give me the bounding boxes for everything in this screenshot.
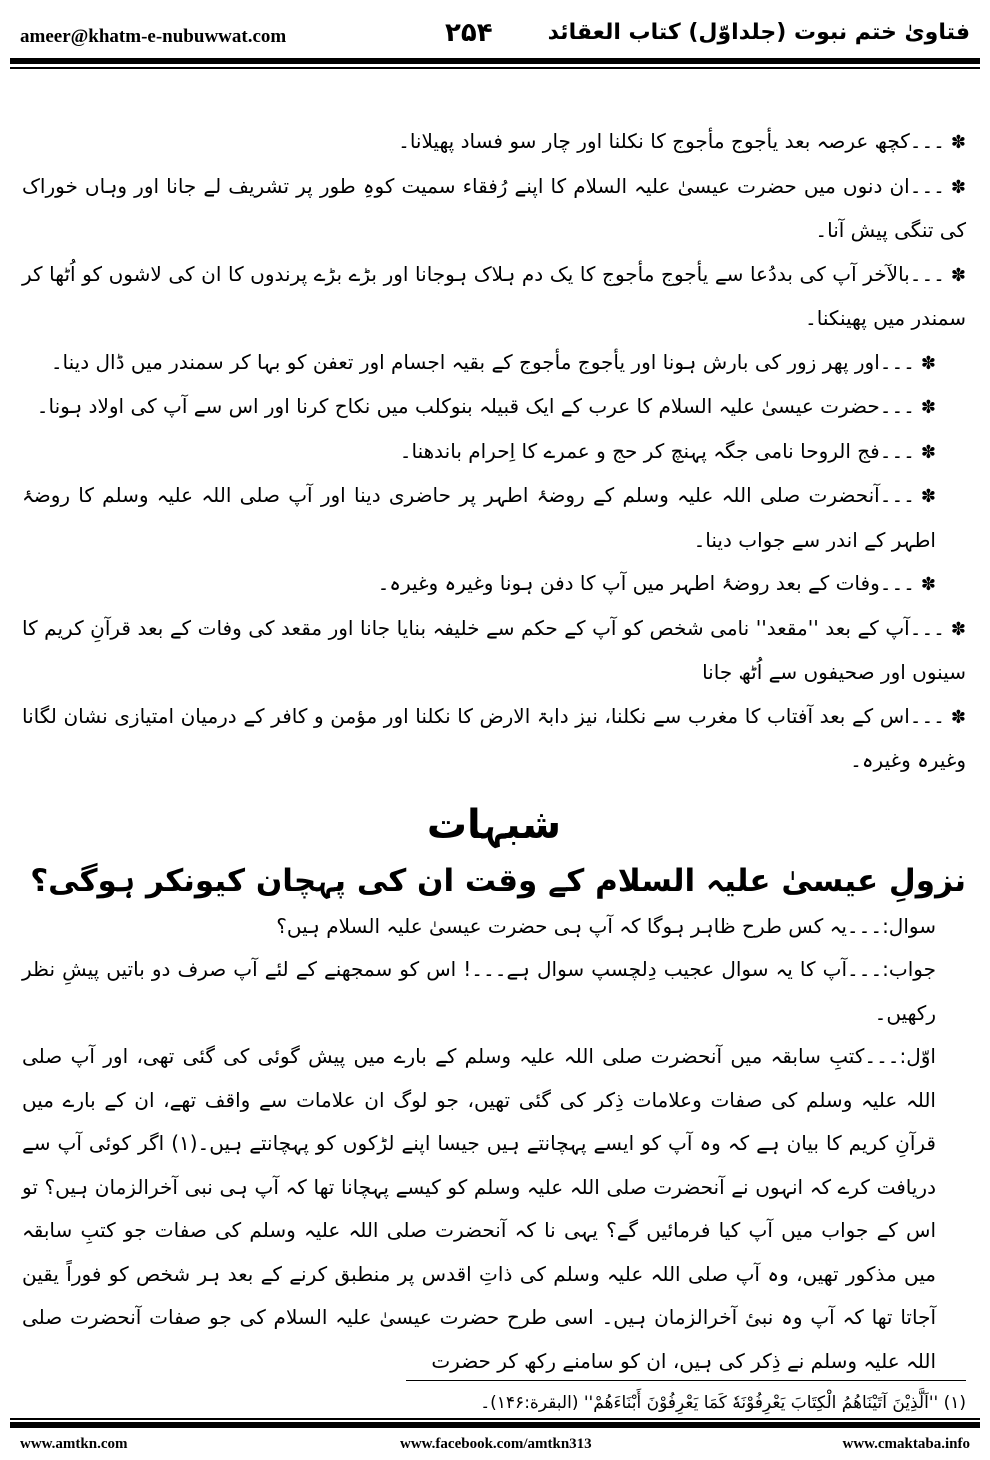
bullet-icon: ✽: [920, 574, 936, 595]
item-text: ۔۔۔وفات کے بعد روضۂ اطہر میں آپ کا دفن ہونا وغیرہ وغیرہ۔: [377, 571, 915, 595]
header-rule: [10, 58, 980, 64]
bullet-icon: ✽: [920, 441, 936, 463]
answer-text: جواب:۔۔۔آپ کا یہ سوال عجیب دِلچسپ سوال ہے۔۔۔! اس کو سمجھنے کے لئے آپ صرف دو باتیں پیشِ نظر رکھیں۔: [22, 957, 936, 1025]
question-text: سوال:۔۔۔یہ کس طرح ظاہر ہوگا کہ آپ ہی حضرت عیسیٰ علیہ السلام ہیں؟: [276, 913, 936, 938]
list-item: [22, 165, 966, 253]
footer-rule-thin: [10, 1418, 980, 1420]
header-rule-thin: [10, 67, 980, 69]
question-heading: نزولِ عیسیٰ علیہ السلام کے وقت ان کی پہچان کیونکر ہوگی؟: [30, 862, 966, 899]
bullet-icon: ✽: [950, 176, 966, 198]
bullet-icon: ✽: [950, 132, 966, 153]
page-header: [20, 18, 970, 54]
list-item: [22, 253, 966, 341]
footer-link-center[interactable]: www.facebook.com/amtkn313: [400, 1436, 592, 1452]
list-item: [22, 607, 966, 695]
book-title: فتاویٰ ختم نبوت (جلداوّل) کتاب العقائد: [547, 20, 970, 45]
page-number: ۲۵۴: [445, 18, 493, 48]
list-item: [22, 120, 966, 165]
footer-rule: [10, 1422, 980, 1428]
list-item: [22, 385, 966, 430]
section-heading: شبہات: [426, 801, 562, 848]
bullet-icon: ✽: [920, 397, 936, 418]
list-item: [22, 474, 966, 562]
item-text: ۔۔۔آپ کے بعد ''مقعد'' نامی شخص کو آپ کے حکم سے خلیفہ بنایا جانا اور مقعد کی وفات کے بعد قرآنِ کریم کا سینوں اور صحیفوں سے اُٹھ جانا: [22, 615, 966, 684]
list-item: [22, 430, 966, 475]
bullet-icon: ✽: [920, 486, 936, 507]
list-item: [22, 562, 966, 607]
item-text: ۔۔۔کچھ عرصہ بعد یأجوج مأجوج کا نکلنا اور چار سو فساد پھیلانا۔: [398, 129, 945, 153]
list-item: [22, 695, 966, 783]
first-point-paragraph: اوّل:۔۔۔کتبِ سابقہ میں آنحضرت صلی اللہ علیہ وسلم کے بارے میں پیش گوئی کی گئی تھی، اور آپ صلی اللہ علیہ وسلم کی صفات وعلامات ذِکر کی گئی تھیں، جو لوگ ان علامات سے واقف تھے، ان کے بارے میں قرآنِ کریم کا بیان ہے کہ وہ آپ کو ایسے پہچانتے ہیں جیسا اپنے لڑکوں کو پہچانتے ہیں۔(۱) اگر کوئی آپ سے دریافت کرے کہ انہوں نے آنحضرت صلی اللہ علیہ وسلم کو کیسے پہچانا تھا کہ آپ ہی نبی آخرالزمان ہیں؟ تو اس کے جواب میں آپ کیا فرمائیں گے؟ یہی نا کہ آنحضرت صلی اللہ علیہ وسلم کی صفات جو کتبِ سابقہ میں مذکور تھیں، وہ آپ صلی اللہ علیہ وسلم کی ذاتِ اقدس پر منطبق کرنے کے بعد ہر شخص کو فوراً یقین آجاتا تھا کہ آپ وہ نبیٔ آخرالزمان ہیں۔ اسی طرح حضرت عیسیٰ علیہ السلام کی جو صفات آنحضرت صلی اللہ علیہ وسلم نے ذِکر کی ہیں، ان کو سامنے رکھ کر حضرت: [22, 1044, 936, 1373]
item-text: ۔۔۔اس کے بعد آفتاب کا مغرب سے نکلنا، نیز دابۃ الارض کا نکلنا اور مؤمن و کافر کے درمیان امتیازی نشان لگانا وغیرہ وغیرہ۔: [22, 703, 966, 772]
item-text: ۔۔۔اور پھر زور کی بارش ہونا اور یأجوج مأجوج کے بقیہ اجسام اور تعفن کو بہا کر سمندر میں ڈال دینا۔: [50, 349, 915, 374]
footnote: (۱) ''اَلَّذِيْنَ آتَيْنَاهُمُ الْكِتَابَ يَعْرِفُوْنَهٗ كَمَا يَعْرِفُوْنَ أَبْنَاءَهُمْ'' (البقرة:۱۴۶)۔: [480, 1393, 966, 1413]
item-text: ۔۔۔بالآخر آپ کی بددُعا سے یأجوج مأجوج کا یک دم ہلاک ہوجانا اور بڑے بڑے پرندوں کا ان کی لاشوں کو اُٹھا کر سمندر میں پھینکنا۔: [22, 261, 966, 330]
footer-link-right[interactable]: www.cmaktaba.info: [842, 1436, 970, 1452]
item-text: ۔۔۔آنحضرت صلی اللہ علیہ وسلم کے روضۂ اطہر پر حاضری دینا اور آپ صلی اللہ علیہ وسلم کا روضۂ اطہر کے اندر سے جواب دینا۔: [22, 483, 936, 552]
item-text: ۔۔۔ان دنوں میں حضرت عیسیٰ علیہ السلام کا اپنے رُفقاء سمیت کوہِ طور پر تشریف لے جانا اور وہاں خوراک کی تنگی پیش آنا۔: [22, 173, 966, 242]
bullet-icon: ✽: [920, 352, 936, 374]
bullet-icon: ✽: [950, 264, 966, 286]
item-text: ۔۔۔حضرت عیسیٰ علیہ السلام کا عرب کے ایک قبیلہ بنوکلب میں نکاح کرنا اور اس سے آپ کی اولاد ہونا۔: [36, 394, 915, 418]
bullet-icon: ✽: [950, 618, 966, 640]
list-item: [22, 341, 966, 386]
header-email: ameer@khatm-e-nubuwwat.com: [20, 26, 287, 47]
footnote-rule: [406, 1380, 966, 1381]
bullet-icon: ✽: [950, 706, 966, 728]
item-text: ۔۔۔فج الروحا نامی جگہ پہنچ کر حج و عمرے کا اِحرام باندھنا۔: [399, 438, 915, 463]
footer-link-left[interactable]: www.amtkn.com: [20, 1436, 128, 1452]
page-body: [22, 120, 966, 1383]
